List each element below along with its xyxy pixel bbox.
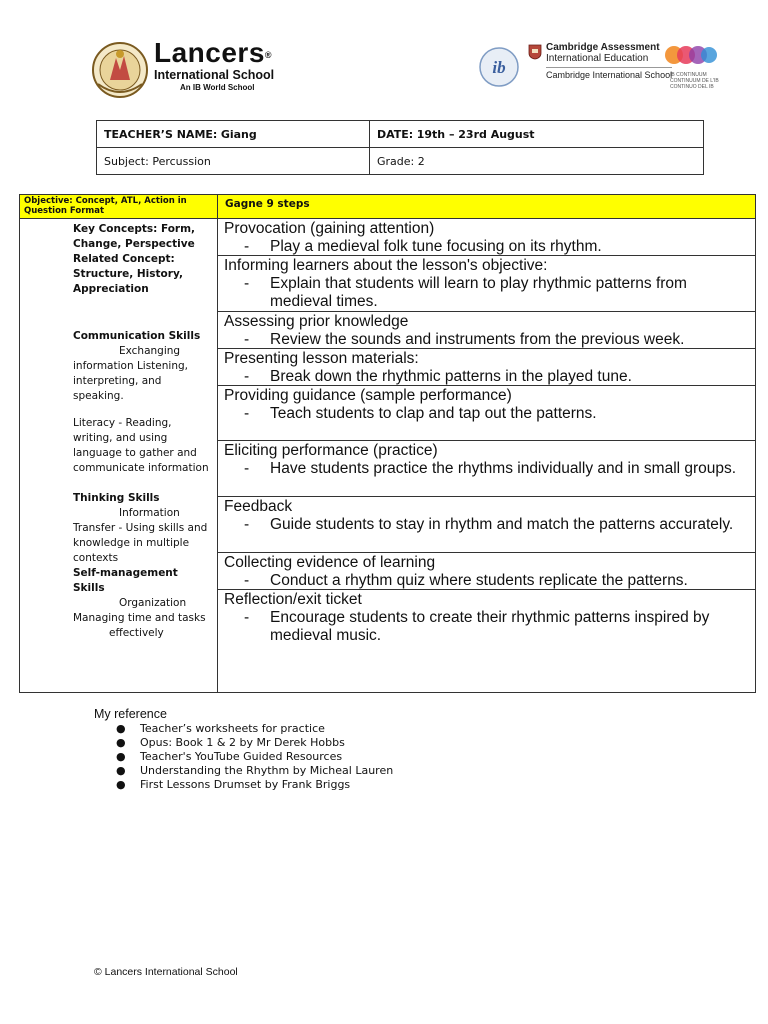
dash-bullet: - xyxy=(244,516,250,533)
objectives-header: Objective: Concept, ATL, Action in Question Format xyxy=(20,195,217,219)
list-item xyxy=(94,736,393,750)
step-informing-objective xyxy=(218,256,755,312)
cambridge-text xyxy=(546,42,672,82)
school-subtitle: International School xyxy=(154,68,275,82)
gagne-steps-header: Gagne 9 steps xyxy=(218,195,755,219)
teacher-value: Giang xyxy=(220,127,257,141)
step-collecting-evidence xyxy=(218,553,755,590)
continuum-line2: CONTINUUM DE L'IB xyxy=(670,78,719,84)
thinking-skills-sub: Information xyxy=(119,507,180,519)
date-label: DATE: xyxy=(377,127,414,141)
bullet-icon: ● xyxy=(116,778,126,791)
step-title: Presenting lesson materials: xyxy=(224,350,419,367)
objectives-column xyxy=(20,195,218,692)
school-name-block xyxy=(154,38,274,94)
literacy-desc: Literacy - Reading, writing, and using language to gather and communicate information xyxy=(73,417,209,474)
continuum-line1: IB CONTINUUM xyxy=(670,72,707,78)
objectives-content xyxy=(20,219,217,641)
subject-cell xyxy=(97,148,370,175)
self-management-end: effectively xyxy=(109,627,164,639)
communication-skills-sub: Exchanging xyxy=(119,345,181,357)
subject-label: Subject: xyxy=(104,154,149,168)
dash-bullet: - xyxy=(244,405,250,422)
reference-text: Understanding the Rhythm by Micheal Lauren xyxy=(140,764,394,777)
thinking-skills-desc: Transfer - Using skills and knowledge in multiple contexts xyxy=(73,522,208,564)
school-crest-logo xyxy=(88,40,152,100)
self-management-title: Self-management Skills xyxy=(73,567,178,594)
step-title: Providing guidance (sample performance) xyxy=(224,387,512,404)
key-concepts: Key Concepts: Form, Change, Perspective xyxy=(73,223,196,250)
ib-continuum-text xyxy=(670,72,719,90)
related-concepts: Related Concept: Structure, History, Appreciation xyxy=(73,253,183,295)
reference-text: Opus: Book 1 & 2 by Mr Derek Hobbs xyxy=(140,736,345,749)
teacher-info-table xyxy=(96,120,704,175)
communication-skills-title: Communication Skills xyxy=(73,330,201,342)
step-bullet: Conduct a rhythm quiz where students replicate the patterns. xyxy=(270,572,688,589)
list-item xyxy=(94,750,393,764)
step-title: Provocation (gaining attention) xyxy=(224,220,435,237)
thinking-skills-title: Thinking Skills xyxy=(73,492,160,504)
bullet-icon: ● xyxy=(116,764,126,777)
bullet-icon: ● xyxy=(116,722,126,735)
school-tagline: An IB World School xyxy=(180,83,255,92)
table-row xyxy=(97,121,704,148)
step-reflection xyxy=(218,590,755,692)
step-eliciting-performance xyxy=(218,441,755,497)
reference-text: Teacher's YouTube Guided Resources xyxy=(140,750,343,763)
dash-bullet: - xyxy=(244,609,250,626)
dash-bullet: - xyxy=(244,275,250,292)
dash-bullet: - xyxy=(244,331,250,348)
step-title: Feedback xyxy=(224,498,293,515)
step-providing-guidance xyxy=(218,386,755,441)
bullet-icon: ● xyxy=(116,736,126,749)
cambridge-line3: Cambridge International School xyxy=(546,67,672,82)
list-item xyxy=(94,722,393,736)
school-name: Lancers® xyxy=(154,37,273,68)
dash-bullet: - xyxy=(244,460,250,477)
teacher-name-cell xyxy=(97,121,370,148)
step-bullet: Explain that students will learn to play rhythmic patterns from medieval times. xyxy=(270,275,687,310)
cambridge-line1: Cambridge Assessment xyxy=(546,42,660,53)
step-title: Assessing prior knowledge xyxy=(224,313,409,330)
ib-logo xyxy=(478,46,520,88)
date-value: 19th – 23rd August xyxy=(416,127,535,141)
reference-text: First Lessons Drumset by Frank Briggs xyxy=(140,778,351,791)
table-row xyxy=(97,148,704,175)
step-presenting-materials xyxy=(218,349,755,386)
step-bullet: Encourage students to create their rhythmic patterns inspired by medieval music. xyxy=(270,609,710,644)
ib-continuum-circles-icon xyxy=(664,42,718,68)
reference-text: Teacher’s worksheets for practice xyxy=(140,722,325,735)
registered-mark: ® xyxy=(264,50,273,60)
subject-value: Percussion xyxy=(152,154,211,168)
list-item xyxy=(94,764,393,778)
dash-bullet: - xyxy=(244,572,250,589)
cambridge-line2: International Education xyxy=(546,53,649,64)
references-list xyxy=(94,722,393,792)
step-bullet: Have students practice the rhythms individually and in small groups. xyxy=(270,460,737,477)
step-title: Informing learners about the lesson's objective: xyxy=(224,257,548,274)
dash-bullet: - xyxy=(244,368,250,385)
grade-value: 2 xyxy=(417,154,425,168)
teacher-label: TEACHER’S NAME: xyxy=(104,127,218,141)
step-bullet: Play a medieval folk tune focusing on its rhythm. xyxy=(270,238,602,255)
grade-label: Grade: xyxy=(377,154,415,168)
date-cell xyxy=(370,121,704,148)
references-section xyxy=(94,706,393,792)
gagne-steps-column xyxy=(218,195,755,692)
dash-bullet: - xyxy=(244,238,250,255)
step-title: Eliciting performance (practice) xyxy=(224,442,438,459)
list-item xyxy=(94,778,393,792)
step-feedback xyxy=(218,497,755,553)
lesson-plan-table xyxy=(19,194,756,693)
references-title: My reference xyxy=(94,707,167,721)
page-header xyxy=(88,38,724,104)
cambridge-shield-icon xyxy=(528,44,542,60)
footer-copyright: © Lancers International School xyxy=(94,966,238,978)
step-bullet: Review the sounds and instruments from the previous week. xyxy=(270,331,685,348)
svg-text:ib: ib xyxy=(492,58,506,77)
self-management-sub: Organization xyxy=(119,597,187,609)
step-bullet: Break down the rhythmic patterns in the played tune. xyxy=(270,368,632,385)
bullet-icon: ● xyxy=(116,750,126,763)
continuum-line3: CONTINUO DEL IB xyxy=(670,84,714,90)
step-provocation xyxy=(218,219,755,256)
step-prior-knowledge xyxy=(218,312,755,349)
step-title: Collecting evidence of learning xyxy=(224,554,436,571)
step-bullet: Teach students to clap and tap out the patterns. xyxy=(270,405,597,422)
step-bullet: Guide students to stay in rhythm and match the patterns accurately. xyxy=(270,516,734,533)
self-management-desc: Managing time and tasks xyxy=(73,612,206,624)
communication-skills-desc: information Listening, interpreting, and speaking. xyxy=(73,360,188,402)
grade-cell xyxy=(370,148,704,175)
step-title: Reflection/exit ticket xyxy=(224,591,362,608)
